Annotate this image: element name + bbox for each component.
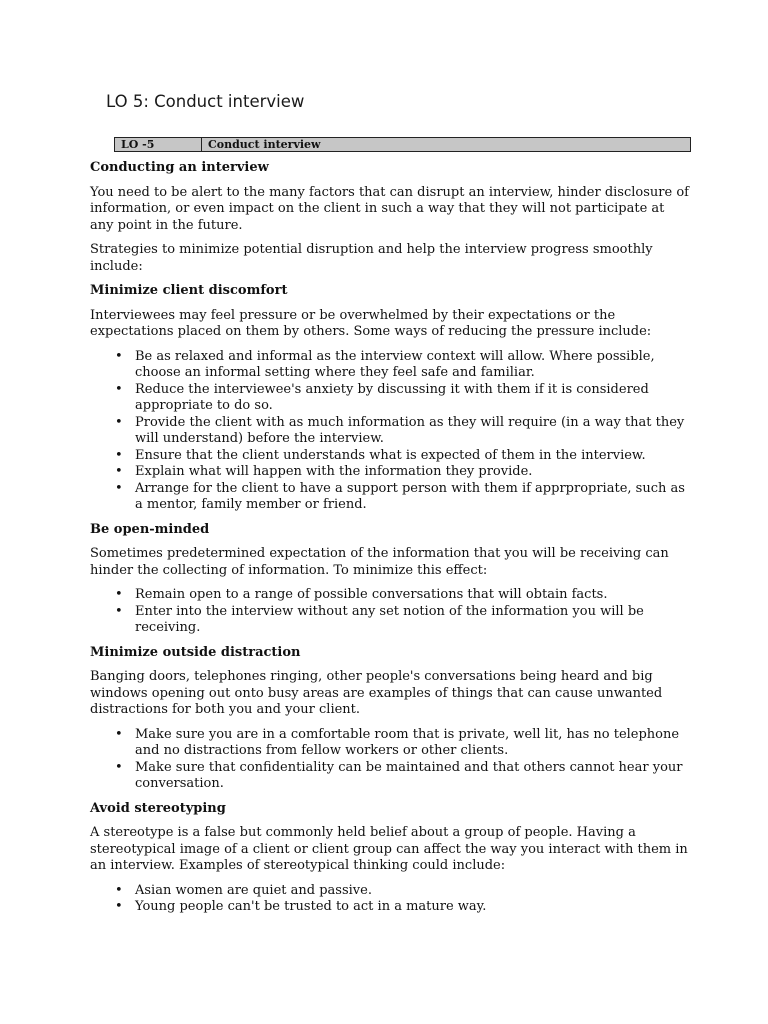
list-item: • Make sure that confidentiality can be maintained and that others cannot hear your conversation. [90, 760, 690, 793]
lo-header-table [114, 137, 691, 152]
bullet-list-distraction [90, 727, 690, 793]
section-heading-open-minded: Be open-minded [90, 521, 210, 537]
section-heading-distraction: Minimize outside distraction [90, 644, 301, 660]
list-item: • Ensure that the client understands what is expected of them in the interview. [90, 448, 690, 465]
lo-code-cell: LO -5 [115, 138, 202, 151]
list-item: • Be as relaxed and informal as the interview context will allow. Where possible, choose an informal setting where they feel safe and familiar. [90, 349, 690, 382]
lo-title-cell: Conduct interview [208, 138, 321, 151]
list-item: • Enter into the interview without any set notion of the information you will be receiving. [90, 604, 690, 637]
list-item: • Young people can't be trusted to act in a mature way. [90, 899, 690, 916]
paragraph: Interviewees may feel pressure or be overwhelmed by their expectations or the expectations placed on them by others. Some ways of reducing the pressure include: [90, 307, 652, 339]
bullet-list-stereotyping [90, 883, 690, 916]
section-heading-discomfort: Minimize client discomfort [90, 283, 288, 298]
paragraph: Banging doors, telephones ringing, other people's conversations being heard and big windows opening out onto busy areas are examples of things that can cause unwanted distractions for both you and your client. [90, 669, 663, 717]
page-title: LO 5: Conduct interview [106, 92, 305, 111]
list-item: • Make sure you are in a comfortable room that is private, well lit, has no telephone and no distractions from fellow workers or other clients. [90, 727, 690, 760]
paragraph: You need to be alert to the many factors that can disrupt an interview, hinder disclosure of information, or even impact on the client in such a way that they will not participate at any point in the future. [90, 184, 689, 233]
bullet-list-open-minded [90, 587, 690, 637]
list-item: • Arrange for the client to have a support person with them if apprpropriate, such as a mentor, family member or friend. [90, 481, 690, 514]
paragraph: Strategies to minimize potential disruption and help the interview progress smoothly include: [90, 242, 653, 274]
section-heading-conducting: Conducting an interview [90, 160, 269, 175]
paragraph: A stereotype is a false but commonly held belief about a group of people. Having a stereotypical image of a client or client group can affect the way you interact with them in an interview. Examples of stereotypical thinking could include: [90, 825, 688, 873]
bullet-list-discomfort [90, 349, 690, 514]
list-item: • Provide the client with as much information as they will require (in a way that they will understand) before the interview. [90, 415, 690, 448]
section-heading-stereotyping: Avoid stereotyping [90, 800, 226, 816]
list-item: • Asian women are quiet and passive. [90, 883, 690, 900]
paragraph: Sometimes predetermined expectation of the information that you will be receiving can hinder the collecting of information. To minimize this effect: [90, 546, 669, 578]
document-body [90, 160, 690, 924]
list-item: • Remain open to a range of possible conversations that will obtain facts. [90, 587, 690, 604]
list-item: • Explain what will happen with the information they provide. [90, 464, 690, 481]
list-item: • Reduce the interviewee's anxiety by discussing it with them if it is considered appropriate to do so. [90, 382, 690, 415]
